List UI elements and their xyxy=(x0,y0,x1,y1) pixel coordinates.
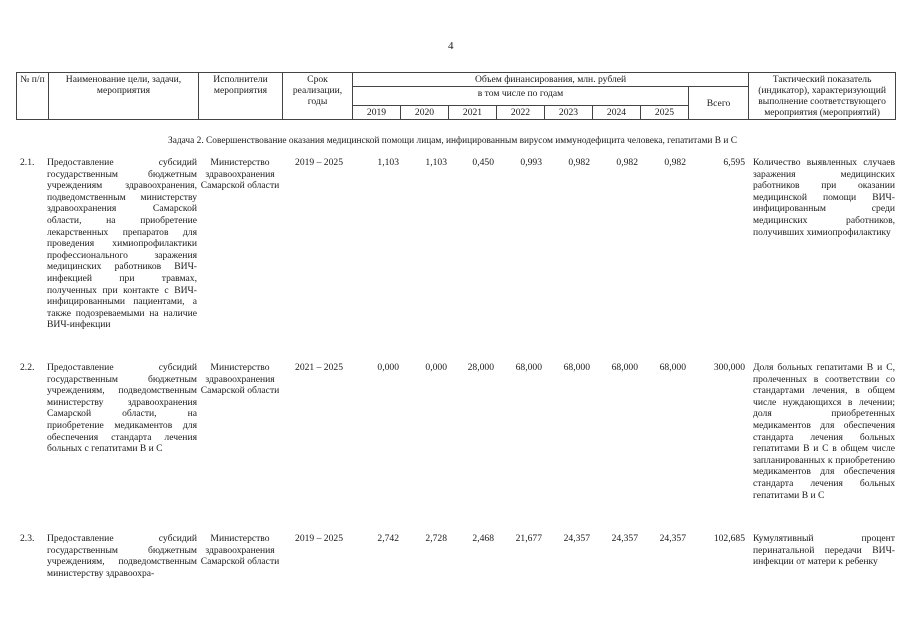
row-value: 68,000 xyxy=(659,362,686,373)
row-executor: Министерство здравоохранения Самарской области xyxy=(200,362,280,397)
table-header xyxy=(16,72,896,120)
header-name: Наименование цели, задачи, мероприятия xyxy=(49,73,199,120)
row-value: 24,357 xyxy=(659,533,686,544)
row-number: 2.2. xyxy=(20,362,35,373)
row-value: 0,000 xyxy=(425,362,447,373)
header-funding: Объем финансирования, млн. рублей xyxy=(353,73,749,87)
row-indicator: Доля больных гепатитами В и С, пролеченных в соответствии со стандартами лечения, в общем числе нуждающихся в лечении; доля приобретенных медикаментов для обеспечения стандарта лечения больных гепатитами В и С в общем числе запланированных к приобретению медикаментов для обеспечения стандарта лечения больных гепатитами В и С xyxy=(753,362,895,501)
header-executor: Исполнители мероприятия xyxy=(199,73,283,120)
header-year: 2023 xyxy=(545,106,593,120)
header-year: 2024 xyxy=(593,106,641,120)
row-term: 2019 – 2025 xyxy=(295,157,343,168)
row-total: 102,685 xyxy=(713,533,745,544)
row-number: 2.3. xyxy=(20,533,35,544)
header-year: 2021 xyxy=(449,106,497,120)
row-value: 0,993 xyxy=(520,157,542,168)
row-indicator: Количество выявленных случаев заражения медицинских работников при оказании медицинской помощи ВИЧ-инфицированным среди медицинских работников, получивших химиопрофилактику xyxy=(753,157,895,238)
header-year: 2019 xyxy=(353,106,401,120)
row-value: 68,000 xyxy=(563,362,590,373)
row-executor: Министерство здравоохранения Самарской области xyxy=(200,157,280,192)
header-by-years: в том числе по годам xyxy=(353,87,689,106)
row-value: 68,000 xyxy=(515,362,542,373)
row-value: 2,468 xyxy=(472,533,494,544)
row-value: 0,982 xyxy=(616,157,638,168)
row-description: Предоставление субсидий государственным бюджетным учреждениям, подведомственным министерству здравоохранения Самарской области, на приобретение медикаментов для обеспечения стандарта лечения больных с гепатитами В и С xyxy=(47,362,197,455)
row-value: 0,982 xyxy=(568,157,590,168)
row-term: 2019 – 2025 xyxy=(295,533,343,544)
row-value: 1,103 xyxy=(377,157,399,168)
row-total: 6,595 xyxy=(723,157,745,168)
header-year: 2025 xyxy=(641,106,689,120)
row-value: 21,677 xyxy=(515,533,542,544)
header-year: 2022 xyxy=(497,106,545,120)
row-executor: Министерство здравоохранения Самарской области xyxy=(200,533,280,568)
row-value: 2,728 xyxy=(425,533,447,544)
row-indicator: Кумулятивный процент перинатальной передачи ВИЧ-инфекции от матери к ребенку xyxy=(753,533,895,568)
row-value: 0,450 xyxy=(472,157,494,168)
row-value: 24,357 xyxy=(563,533,590,544)
row-value: 68,000 xyxy=(611,362,638,373)
header-indicator: Тактический показатель (индикатор), характеризующий выполнение соответствующего мероприятия (мероприятий) xyxy=(749,73,896,120)
task-title: Задача 2. Совершенствование оказания медицинской помощи лицам, инфицированным вирусом иммунодефицита человека, гепатитами В и С xyxy=(168,136,737,146)
header-total: Всего xyxy=(689,87,749,120)
page-number: 4 xyxy=(448,40,454,52)
header-num: № п/п xyxy=(17,73,49,120)
row-value: 0,982 xyxy=(664,157,686,168)
row-description: Предоставление субсидий государственным бюджетным учреждениям, подведомственным министерству здравоохра- xyxy=(47,533,197,579)
row-value: 1,103 xyxy=(425,157,447,168)
header-term: Срок реализации, годы xyxy=(283,73,353,120)
header-year: 2020 xyxy=(401,106,449,120)
row-value: 28,000 xyxy=(467,362,494,373)
row-value: 24,357 xyxy=(611,533,638,544)
row-description: Предоставление субсидий государственным бюджетным учреждениям здравоохранения, подведомственным министерству здравоохранения Самарской области, на приобретение лекарственных препаратов для проведения химиопрофилактики профессионального заражения медицинских работников ВИЧ-инфекцией при травмах, полученных при контакте с ВИЧ-инфицированными пациентами, а также подозреваемыми на наличие ВИЧ-инфекции xyxy=(47,157,197,331)
row-value: 0,000 xyxy=(377,362,399,373)
row-number: 2.1. xyxy=(20,157,35,168)
row-total: 300,000 xyxy=(713,362,745,373)
row-term: 2021 – 2025 xyxy=(295,362,343,373)
row-value: 2,742 xyxy=(377,533,399,544)
